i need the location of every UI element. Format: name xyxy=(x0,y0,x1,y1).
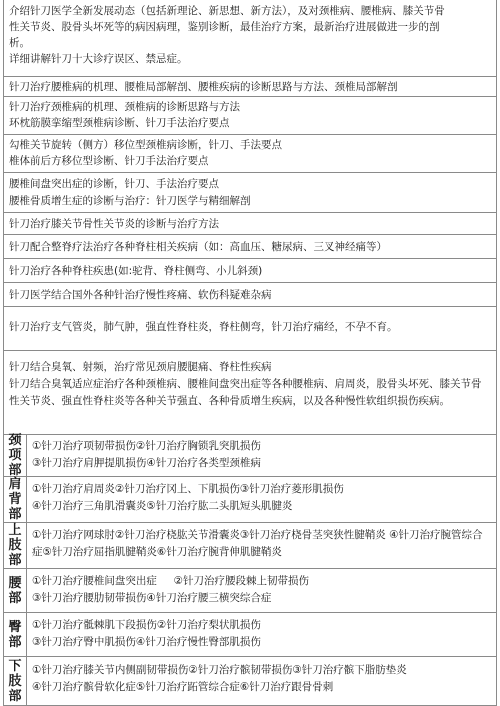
topic-line: 腰椎骨质增生症的诊断与治疗：针刀医学与精细解剖 xyxy=(9,195,251,207)
section-line: ③针刀治疗腰肋韧带损伤④针刀治疗腰三横突综合症 xyxy=(32,591,272,604)
topic-row xyxy=(3,97,497,135)
topic-row xyxy=(3,351,497,435)
section-label: 臀部 xyxy=(4,613,27,656)
topic-line: 针刀治疗颈椎病的机理、颈椎病的诊断思路与方法 xyxy=(9,101,240,113)
section-shoulder-back xyxy=(3,477,497,523)
topic-row xyxy=(3,135,497,173)
section-neck xyxy=(3,435,497,477)
section-line: ①针刀治疗骶棘肌下段损伤②针刀治疗梨状肌损伤 xyxy=(32,619,261,631)
section-label: 颈项部 xyxy=(4,435,27,476)
section-body xyxy=(27,569,496,612)
topic-row xyxy=(3,235,497,259)
section-buttock xyxy=(3,613,497,657)
topic-line: 针刀结合臭氧、射频，治疗常见颈肩腰腿痛、脊柱性疾病 xyxy=(9,361,272,373)
topic-line: 针刀治疗支气管炎，肺气肿，强直性脊柱炎，脊柱侧弯，针刀治疗痛经，不孕不育。 xyxy=(9,321,398,333)
section-label: 下肢部 xyxy=(4,657,27,705)
section-line: ①针刀治疗腰椎间盘突出症 ②针刀治疗腰段棘上韧带损伤 xyxy=(32,575,310,587)
topic-row xyxy=(3,77,497,97)
section-line: ④针刀治疗髌骨软化症⑤针刀治疗跖管综合症⑥针刀治疗跟骨骨刺 xyxy=(32,680,334,693)
section-line: ①针刀治疗项韧带损伤②针刀治疗胸锁乳突肌损伤 xyxy=(32,440,261,452)
topic-line: 针刀治疗各种脊柱疾患(如:驼背、脊柱侧弯、小儿斜颈) xyxy=(9,265,263,277)
topic-line: 针刀结合臭氧适应症治疗各种颈椎病、腰椎间盘突出症等各种腰椎病、肩周炎，股骨头坏死、膝关节骨性关节炎、强直性脊柱炎等各种关节强直、各种骨质增生疾病，以及各种慢性软组织损伤疾病。 xyxy=(9,378,482,407)
topic-line: 针刀医学结合国外各种针治疗慢性疼痛、软伤科疑难杂病 xyxy=(9,289,272,301)
topic-line: 勾椎关节旋转（侧方）移位型颈椎病诊断，针刀、手法要点 xyxy=(9,139,282,151)
topic-row xyxy=(3,307,497,351)
course-content-table xyxy=(3,0,497,706)
section-upper-limb xyxy=(3,523,497,569)
topic-line: 针刀治疗膝关节骨性关节炎的诊断与治疗方法 xyxy=(9,218,219,230)
topic-row xyxy=(3,259,497,283)
section-line: ①针刀治疗膝关节内侧副韧带损伤②针刀治疗髌韧带损伤③针刀治疗髌下脂肪垫炎 xyxy=(32,664,407,676)
section-line: ③针刀治疗肩胛提肌损伤④针刀治疗各类型颈椎病 xyxy=(32,456,261,469)
intro-line: 性关节炎、股骨头坏死等的病因病理，鉴别诊断，最佳治疗方案，最新治疗进展做进一步的剖 xyxy=(9,21,440,33)
section-lumbar xyxy=(3,569,497,613)
section-line: ①针刀治疗网球肘②针刀治疗桡肱关节滑囊炎③针刀治疗桡骨茎突狭性腱鞘炎 ④针刀治疗腕管综合症⑤针刀治疗屈指肌腱鞘炎⑥针刀治疗腕背伸肌腱鞘炎 xyxy=(32,529,483,558)
topic-line: 针刀配合整脊疗法治疗各种脊柱相关疾病（如：高血压、糖尿病、三叉神经痛等） xyxy=(9,241,387,253)
section-body xyxy=(27,523,496,568)
topic-line: 针刀治疗腰椎病的机理、腰椎局部解剖、腰椎疾病的诊断思路与方法、颈椎局部解剖 xyxy=(9,81,398,93)
section-label: 腰部 xyxy=(4,569,27,612)
intro-line: 详细讲解针刀十大诊疗误区、禁忌症。 xyxy=(9,53,188,65)
topic-line: 环枕筋膜挛缩型颈椎病诊断、针刀手法治疗要点 xyxy=(9,117,230,129)
section-body xyxy=(27,477,496,522)
topic-row xyxy=(3,213,497,235)
section-line: ③针刀治疗臀中肌损伤④针刀治疗慢性臀部肌损伤 xyxy=(32,635,261,648)
intro-line: 析。 xyxy=(9,37,30,49)
topic-line: 椎体前后方移位型诊断、针刀手法治疗要点 xyxy=(9,155,209,167)
section-lower-limb xyxy=(3,657,497,706)
section-body xyxy=(27,657,496,705)
topic-line: 腰椎间盘突出症的诊断，针刀、手法治疗要点 xyxy=(9,178,219,190)
section-label: 上肢部 xyxy=(4,523,27,568)
intro-block xyxy=(3,0,497,77)
intro-line: 介绍针刀医学全新发展动态（包括新理论、新思想、新方法），及对颈椎病、腰椎病、膝关节骨 xyxy=(9,5,445,17)
section-line: ④针刀治疗三角肌滑囊炎⑤针刀治疗肱二头肌短头肌腱炎 xyxy=(32,499,293,512)
section-line: ①针刀治疗肩周炎②针刀治疗冈上、下肌损伤③针刀治疗菱形肌损伤 xyxy=(32,483,344,495)
section-body xyxy=(27,613,496,656)
topic-row xyxy=(3,173,497,213)
section-label: 肩背部 xyxy=(4,477,27,522)
section-body xyxy=(27,435,496,476)
topic-row xyxy=(3,283,497,307)
